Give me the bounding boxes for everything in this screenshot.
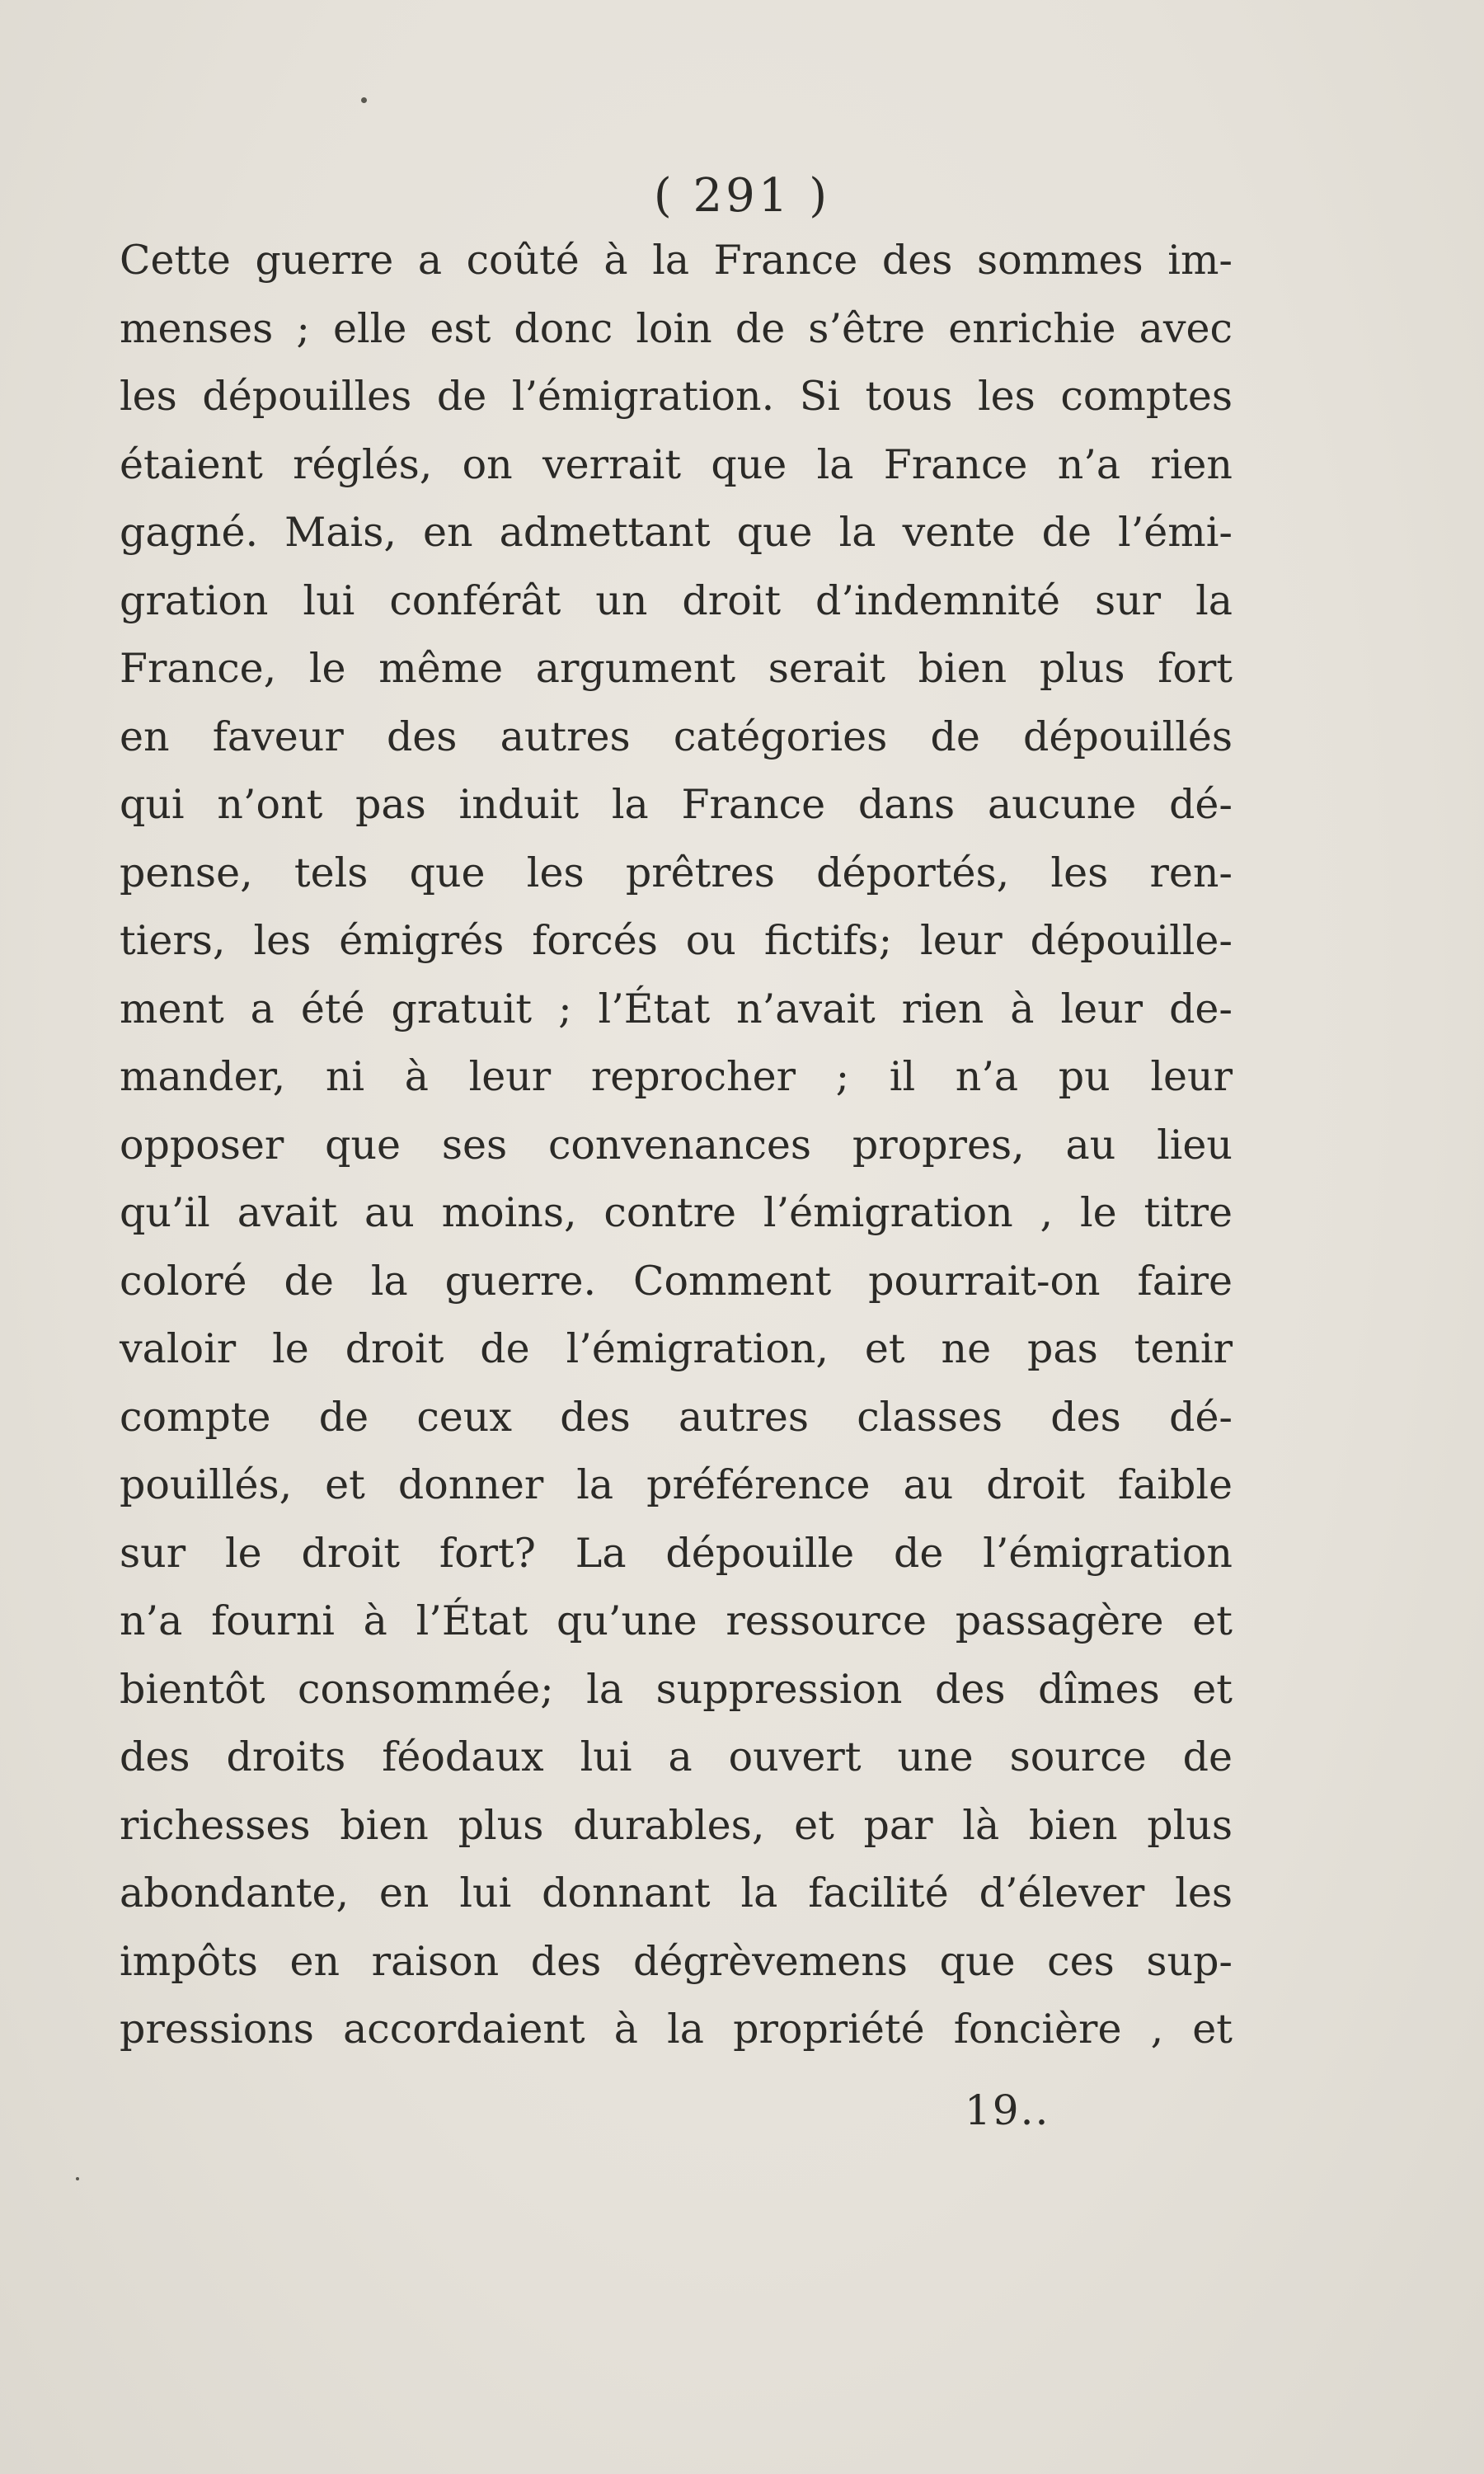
text-line: impôts en raison des dégrèvemens que ces sup- xyxy=(120,1937,1233,1985)
text-line: tiers, les émigrés forcés ou fictifs; leur dépouille- xyxy=(120,917,1233,964)
text-line: sur le droit fort? La dépouille de l’émigration xyxy=(120,1529,1233,1577)
text-line: bientôt consommée; la suppression des dîmes et xyxy=(120,1665,1233,1713)
text-line: valoir le droit de l’émigration, et ne pas tenir xyxy=(120,1325,1233,1372)
body-text xyxy=(120,227,1233,2064)
text-line: richesses bien plus durables, et par là bien plus xyxy=(120,1801,1233,1849)
text-line: gagné. Mais, en admettant que la vente de l’émi- xyxy=(120,509,1233,556)
text-line: pense, tels que les prêtres déportés, les ren- xyxy=(120,849,1233,896)
text-line: menses ; elle est donc loin de s’être enrichie avec xyxy=(120,304,1233,352)
text-line: opposer que ses convenances propres, au lieu xyxy=(120,1121,1233,1169)
ink-speck xyxy=(76,2177,79,2180)
text-line: étaient réglés, on verrait que la France n’a rien xyxy=(120,440,1233,488)
text-line: ment a été gratuit ; l’État n’avait rien à leur de- xyxy=(120,985,1233,1032)
text-line: pouillés, et donner la préférence au droit faible xyxy=(120,1461,1233,1508)
text-line: qu’il avait au moins, contre l’émigration , le titre xyxy=(120,1189,1233,1236)
text-line: les dépouilles de l’émigration. Si tous les comptes xyxy=(120,373,1233,420)
text-line: coloré de la guerre. Comment pourrait-on faire xyxy=(120,1257,1233,1305)
text-line: des droits féodaux lui a ouvert une source de xyxy=(120,1733,1233,1780)
text-line: France, le même argument serait bien plus fort xyxy=(120,645,1233,692)
text-line: Cette guerre a coûté à la France des sommes im- xyxy=(120,237,1233,284)
page-number: ( 291 ) xyxy=(653,169,831,223)
text-line: mander, ni à leur reprocher ; il n’a pu leur xyxy=(120,1053,1233,1100)
text-line: gration lui conférât un droit d’indemnité sur la xyxy=(120,576,1233,624)
text-line: n’a fourni à l’État qu’une ressource passagère et xyxy=(120,1597,1233,1644)
signature-mark: 19.. xyxy=(965,2086,1050,2134)
text-line: compte de ceux des autres classes des dé- xyxy=(120,1393,1233,1441)
text-line: en faveur des autres catégories de dépouillés xyxy=(120,713,1233,760)
text-line: abondante, en lui donnant la facilité d’élever les xyxy=(120,1870,1233,1917)
ink-speck xyxy=(361,97,367,103)
text-line: qui n’ont pas induit la France dans aucune dé- xyxy=(120,781,1233,828)
text-line: pressions accordaient à la propriété foncière , et xyxy=(120,2006,1233,2053)
